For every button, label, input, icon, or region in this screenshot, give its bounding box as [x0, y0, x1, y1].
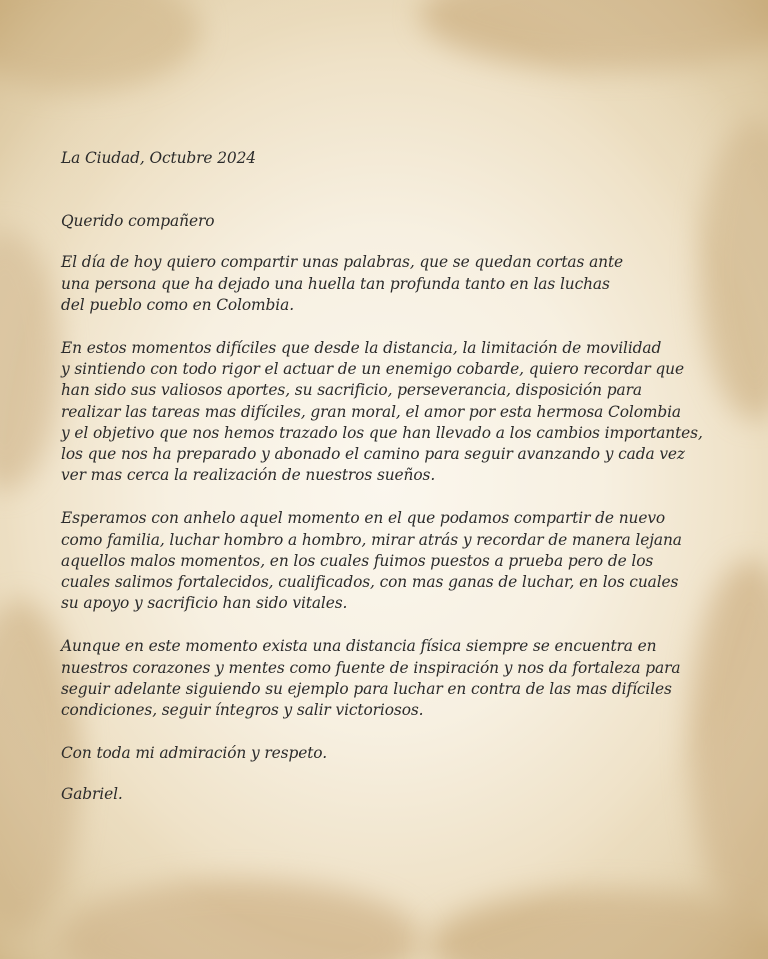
paragraph-line: nuestros corazones y mentes como fuente de inspiración y nos da fortaleza para [61, 658, 681, 677]
paragraph-line: El día de hoy quiero compartir unas palabras, que se quedan cortas ante [61, 253, 624, 272]
paragraph-line: su apoyo y sacrificio han sido vitales. [61, 594, 348, 613]
paragraph-line: cuales salimos fortalecidos, cualificados, con mas ganas de luchar, en los cuales [61, 573, 679, 592]
letter-date: La Ciudad, Octubre 2024 [61, 149, 256, 167]
paragraph-line: aquellos malos momentos, en los cuales fuimos puestos a prueba pero de los [61, 551, 654, 570]
paragraph-line: realizar las tareas mas difíciles, gran moral, el amor por esta hermosa Colombia [61, 402, 682, 421]
letter-signature: Gabriel. [61, 785, 123, 804]
letter-paragraph [61, 636, 721, 721]
paragraph-line: y el objetivo que nos hemos trazado los que han llevado a los cambios importantes, [61, 423, 703, 442]
paragraph-line: y sintiendo con todo rigor el actuar de un enemigo cobarde, quiero recordar que [61, 360, 685, 379]
paragraph-line: como familia, luchar hombro a hombro, mirar atrás y recordar de manera lejana [61, 530, 682, 549]
letter-greeting: Querido compañero [61, 212, 215, 231]
paragraph-line: seguir adelante siguiendo su ejemplo para luchar en contra de las mas difíciles [61, 679, 672, 698]
paragraph-line: condiciones, seguir íntegros y salir victoriosos. [61, 701, 424, 720]
letter-closing: Con toda mi admiración y respeto. [61, 744, 327, 763]
paragraph-line: En estos momentos difíciles que desde la distancia, la limitación de movilidad [61, 339, 662, 358]
paragraph-line: del pueblo como en Colombia. [61, 295, 294, 314]
paragraph-line: Esperamos con anhelo aquel momento en el que podamos compartir de nuevo [61, 509, 666, 528]
paragraph-line: una persona que ha dejado una huella tan profunda tanto en las luchas [61, 274, 610, 293]
letter-paragraph [61, 508, 721, 614]
letter-paragraph [61, 338, 721, 486]
paragraph-line: han sido sus valiosos aportes, su sacrificio, perseverancia, disposición para [61, 381, 642, 400]
paragraph-line: los que nos ha preparado y abonado el camino para seguir avanzando y cada vez [61, 445, 685, 464]
paragraph-line: Aunque en este momento exista una distancia física siempre se encuentra en [61, 637, 657, 656]
letter-body [61, 148, 721, 806]
letter-paragraph [61, 252, 721, 316]
paragraph-line: ver mas cerca la realización de nuestros sueños. [61, 466, 436, 485]
